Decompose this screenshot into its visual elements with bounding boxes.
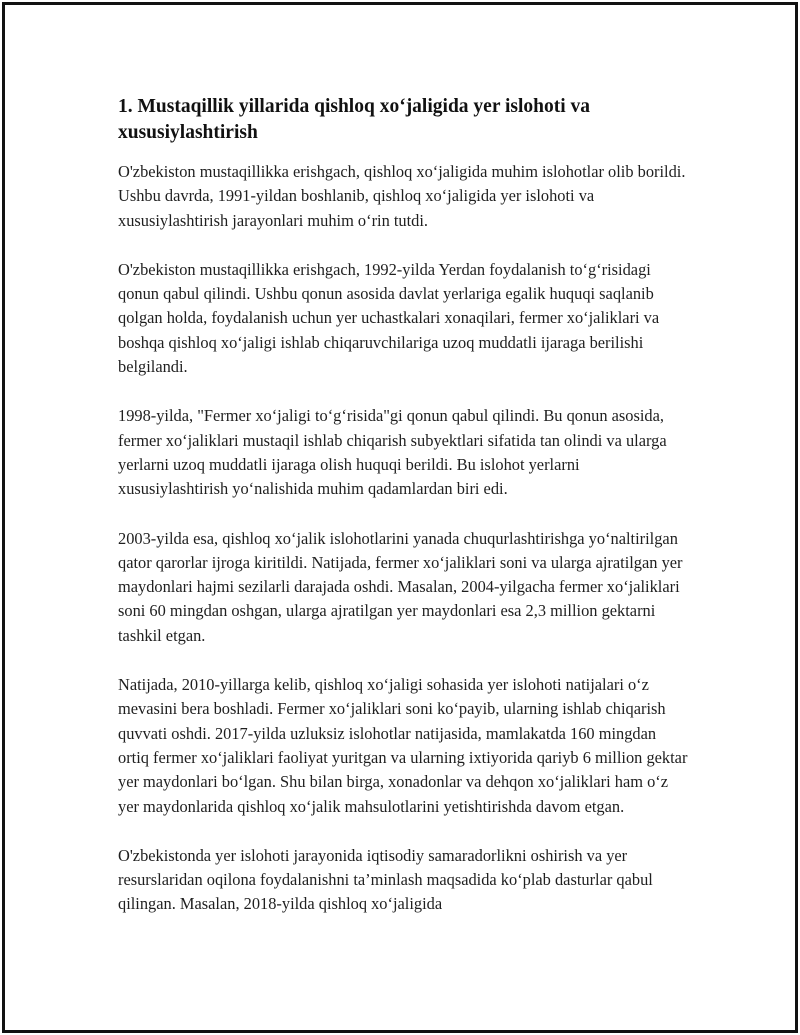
paragraph-1: O'zbekiston mustaqillikka erishgach, qishloq xo‘jaligida muhim islohotlar olib borildi. Ushbu davrda, 1991-yildan boshlanib, qishloq xo‘jaligida yer islohoti va xususiylashtirish jarayonlari muhim o‘rin tutdi. xyxy=(118,162,686,230)
document-body xyxy=(118,94,688,942)
paragraph-2: O'zbekiston mustaqillikka erishgach, 1992-yilda Yerdan foydalanish to‘g‘risidagi qonun qabul qilindi. Ushbu qonun asosida davlat yerlariga egalik huquqi saqlanib qolgan holda, foydalanish uchun yer uchastkalari xonaqilari, fermer xo‘jaliklari va boshqa qishloq xo‘jaligi ishlab chiqaruvchilariga uzoq muddatli ijaraga berilishi belgilandi. xyxy=(118,259,660,377)
section-heading: 1. Mustaqillik yillarida qishloq xo‘jaligida yer islohoti va xususiylashtirish xyxy=(118,96,591,143)
paragraph-4: 2003-yilda esa, qishloq xo‘jalik islohotlarini yanada chuqurlashtirishga yo‘naltirilgan qator qarorlar ijroga kiritildi. Natijada, fermer xo‘jaliklari soni va ularga ajratilgan yer maydonlari hajmi sezilarli darajada oshdi. Masalan, 2004-yilgacha fermer xo‘jaliklari soni 60 mingdan oshgan, ularga ajratilgan yer maydonlari esa 2,3 million gektarni tashkil etgan. xyxy=(118,528,683,645)
paragraph-6: O'zbekistonda yer islohoti jarayonida iqtisodiy samaradorlikni oshirish va yer resurslaridan oqilona foydalanishni ta’minlash maqsadida ko‘plab dasturlar qabul qilingan. Masalan, 2018-yilda qishloq xo‘jaligida xyxy=(118,845,653,914)
paragraph-5: Natijada, 2010-yillarga kelib, qishloq xo‘jaligi sohasida yer islohoti natijalari o‘z mevasini bera boshladi. Fermer xo‘jaliklari soni ko‘payib, ularning ishlab chiqarish quvvati oshdi. 2017-yilda uzluksiz islohotlar natijasida, mamlakatda 160 mingdan ortiq fermer xo‘jaliklari faoliyat yuritgan va ularning ixtiyorida qariyb 6 million gektar yer maydonlari bo‘lgan. Shu bilan birga, xonadonlar va dehqon xo‘jaliklari ham o‘z yer maydonlarida qishloq xo‘jalik mahsulotlarini yetishtirishda davom etgan. xyxy=(118,675,688,816)
paragraph-3: 1998-yilda, "Fermer xo‘jaligi to‘g‘risida"gi qonun qabul qilindi. Bu qonun asosida, fermer xo‘jaliklari mustaqil ishlab chiqarish subyektlari sifatida tan olindi va ularga yerlarni uzoq muddatli ijaraga olish huquqi berildi. Bu islohot yerlarni xususiylashtirish yo‘nalishida muhim qadamlardan biri edi. xyxy=(118,406,667,499)
